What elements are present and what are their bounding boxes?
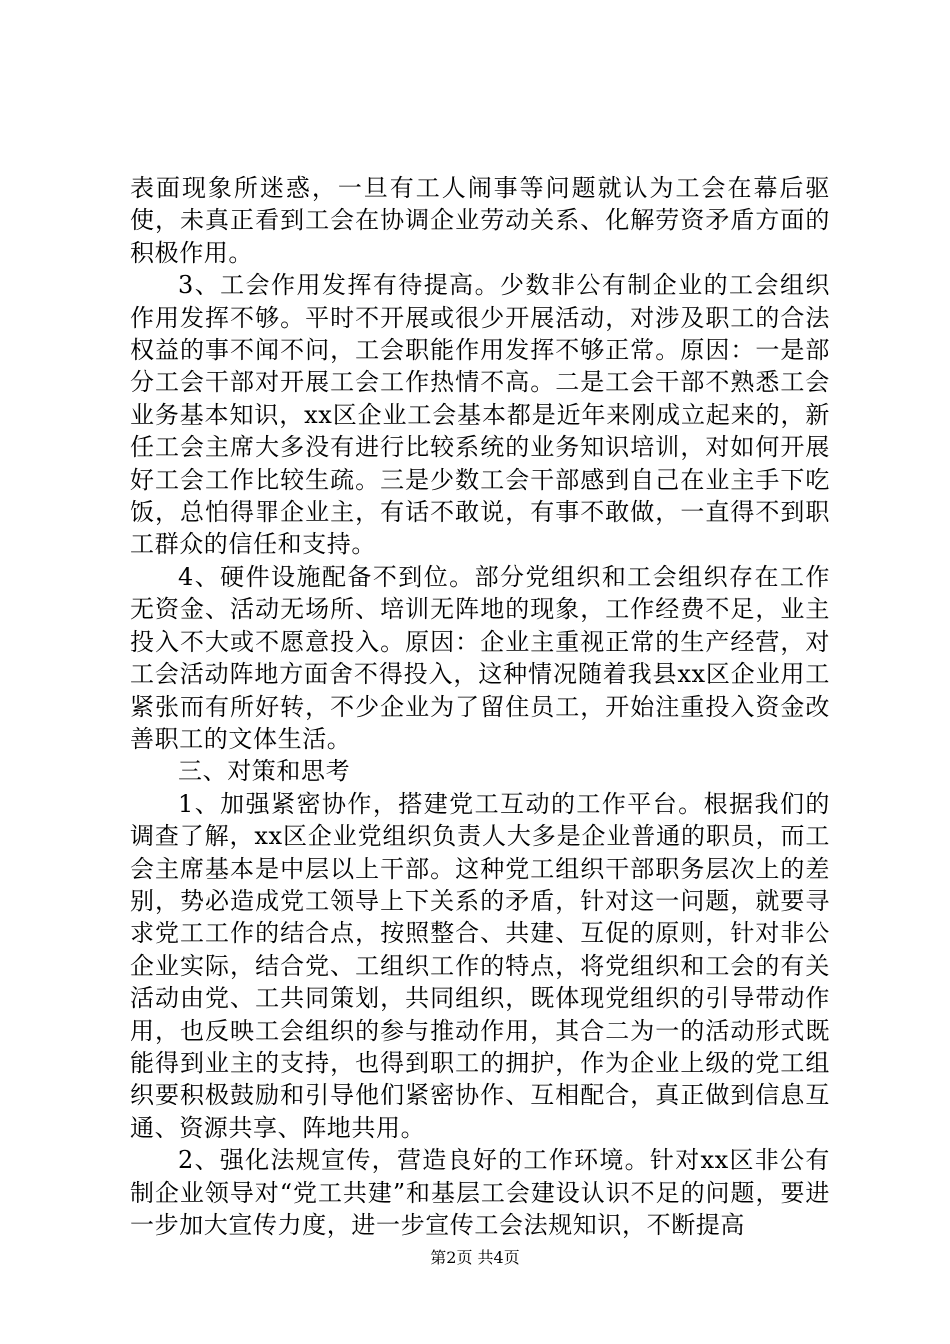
page-number-footer: 第2页 共4页 bbox=[430, 1248, 520, 1267]
paragraph-2: 3、工会作用发挥有待提高。少数非公有制企业的工会组织作用发挥不够。平时不开展或很少开展活动，对涉及职工的合法权益的事不闻不问，工会职能作用发挥不够正常。原因：一是部分工会干部对开展工会工作热情不高。二是工会干部不熟悉工会业务基本知识，xx区企业工会基本都是近年来刚成立起来的，新任工会主席大多没有进行比较系统的业务知识培训，对如何开展好工会工作比较生疏。三是少数工会干部感到自己在业主手下吃饭，总怕得罪企业主，有话不敢说，有事不敢做，一直得不到职工群众的信任和支持。 bbox=[130, 271, 830, 559]
document-body bbox=[130, 172, 830, 1241]
section-heading: 三、对策和思考 bbox=[178, 757, 351, 786]
paragraph-4: 1、加强紧密协作，搭建党工互动的工作平台。根据我们的调查了解，xx区企业党组织负责人大多是企业普通的职员，而工会主席基本是中层以上干部。这种党工组织干部职务层次上的差别，势必造成党工领导上下关系的矛盾，针对这一问题，就要寻求党工工作的结合点，按照整合、共建、互促的原则，针对非公企业实际，结合党、工组织工作的特点，将党组织和工会的有关活动由党、工共同策划，共同组织，既体现党组织的引导带动作用，也反映工会组织的参与推动作用，其合二为一的活动形式既能得到业主的支持，也得到职工的拥护，作为企业上级的党工组织要积极鼓励和引导他们紧密协作、互相配合，真正做到信息互通、资源共享、阵地共用。 bbox=[130, 789, 830, 1142]
paragraph-5: 2、强化法规宣传，营造良好的工作环境。针对xx区非公有制企业领导对“党工共建”和基层工会建设认识不足的问题，要进一步加大宣传力度，进一步宣传工会法规知识，不断提高 bbox=[130, 1146, 830, 1239]
paragraph-1: 表面现象所迷惑，一旦有工人闹事等问题就认为工会在幕后驱使，未真正看到工会在协调企业劳动关系、化解劳资矛盾方面的积极作用。 bbox=[130, 174, 830, 267]
paragraph-3: 4、硬件设施配备不到位。部分党组织和工会组织存在工作无资金、活动无场所、培训无阵地的现象，工作经费不足，业主投入不大或不愿意投入。原因：企业主重视正常的生产经营，对工会活动阵地方面舍不得投入，这种情况随着我县xx区企业用工紧张而有所好转，不少企业为了留住员工，开始注重投入资金改善职工的文体生活。 bbox=[130, 562, 830, 753]
